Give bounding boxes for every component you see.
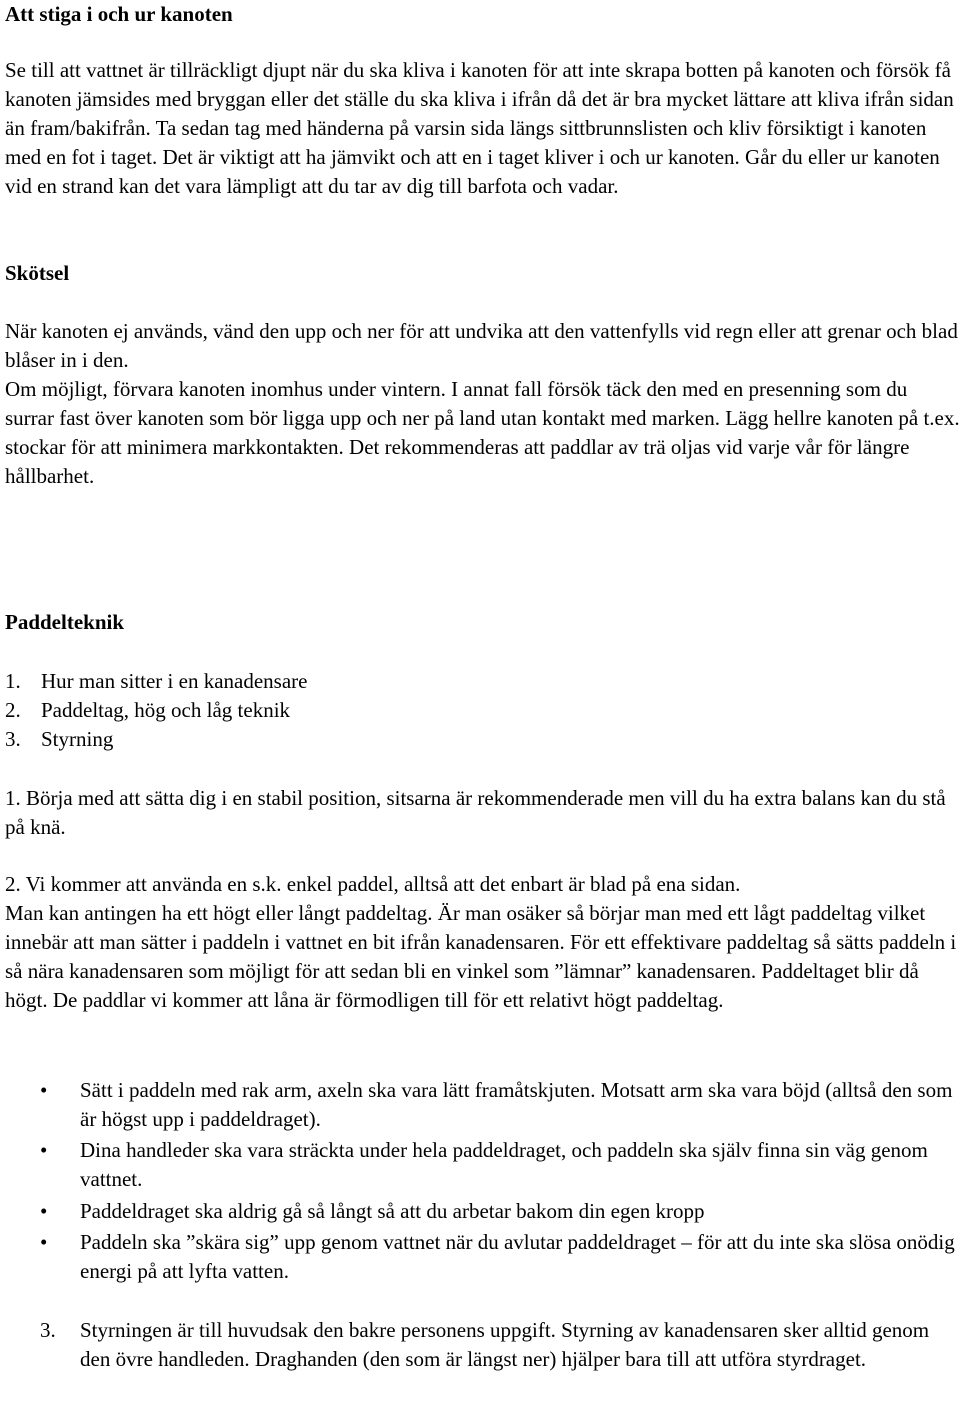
paddelteknik-heading: Paddelteknik <box>5 610 125 634</box>
skotsel-paragraph-1: När kanoten ej används, vänd den upp och ner för att undvika att den vattenfylls vid regn eller att grenar och blad blåser in i den. <box>5 319 958 372</box>
toc-item <box>5 725 113 754</box>
section-1-paragraph: 1. Börja med att sätta dig i en stabil position, sitsarna är rekommenderade men vill du ha extra balans kan du stå på knä. <box>5 786 946 839</box>
toc-number: 2. <box>5 698 21 722</box>
intro-paragraph: Se till att vattnet är tillräckligt djupt när du ska kliva i kanoten för att inte skrapa botten på kanoten och försök få kanoten jämsides med bryggan eller det ställe du ska kliva i ifrån då det är bra mycket lättare att kliva ifrån sidan än fram/bakifrån. Ta sedan tag med händerna på varsin sida längs sittbrunnslisten och kliv försiktigt i kanoten med en fot i taget. Det är viktigt att ha jämvikt och att en i taget kliver i och ur kanoten. Går du eller ur kanoten vid en strand kan det vara lämpligt att du tar av dig till barfota och vadar. <box>5 58 954 198</box>
section-3-text: Styrningen är till huvudsak den bakre personens uppgift. Styrning av kanadensaren sker alltid genom den övre handleden. Draghanden (den som är längst ner) hjälper bara till att utföra styrdraget. <box>80 1318 930 1371</box>
toc-item <box>5 696 290 725</box>
bullet-icon: • <box>40 1138 48 1162</box>
toc-text: Hur man sitter i en kanadensare <box>41 669 308 693</box>
bullet-icon: • <box>40 1230 48 1254</box>
section-3-number: 3. <box>40 1318 56 1342</box>
skotsel-paragraph-2: Om möjligt, förvara kanoten inomhus under vintern. I annat fall försök täck den med en presenning som du surrar fast över kanoten som bör ligga upp och ner på land utan kontakt med marken. Lägg hellre kanoten på t.ex. stockar för att minimera markkontakten. Det rekommenderas att paddlar av trä oljas vid varje vår för längre hållbarhet. <box>5 377 960 488</box>
bullet-text: Paddeln ska ”skära sig” upp genom vattnet när du avlutar paddeldraget – för att du inte ska slösa onödig energi på att lyfta vatten. <box>80 1230 955 1283</box>
page-title: Att stiga i och ur kanoten <box>5 2 233 26</box>
bullet-text: Sätt i paddeln med rak arm, axeln ska vara lätt framåtskjuten. Motsatt arm ska vara böjd (alltså den som är högst upp i paddeldraget). <box>80 1078 953 1131</box>
bullet-text: Dina handleder ska vara sträckta under hela paddeldraget, och paddeln ska själv finna sin väg genom vattnet. <box>80 1138 928 1191</box>
toc-number: 3. <box>5 727 21 751</box>
bullet-icon: • <box>40 1078 48 1102</box>
bullet-text: Paddeldraget ska aldrig gå så långt så att du arbetar bakom din egen kropp <box>80 1199 705 1223</box>
toc-text: Paddeltag, hög och låg teknik <box>41 698 291 722</box>
section-2-intro: 2. Vi kommer att använda en s.k. enkel paddel, alltså att det enbart är blad på ena sidan. <box>5 872 741 896</box>
toc-item <box>5 667 307 696</box>
section-2-paragraph: Man kan antingen ha ett högt eller långt paddeltag. Är man osäker så börjar man med ett lågt paddeltag vilket innebär att man sätter i paddeln i vattnet en bit ifrån kanadensaren. För ett effektivare paddeltag så sätts paddeln i så nära kanadensaren som möjligt för att sedan bli en vinkel som ”lämnar” kanadensaren. Paddeltaget blir då högt. De paddlar vi kommer att låna är förmodligen till för ett relativt högt paddeltag. <box>5 901 957 1012</box>
skotsel-heading: Skötsel <box>5 261 70 285</box>
bullet-icon: • <box>40 1199 48 1223</box>
toc-number: 1. <box>5 669 21 693</box>
toc-text: Styrning <box>41 727 114 751</box>
